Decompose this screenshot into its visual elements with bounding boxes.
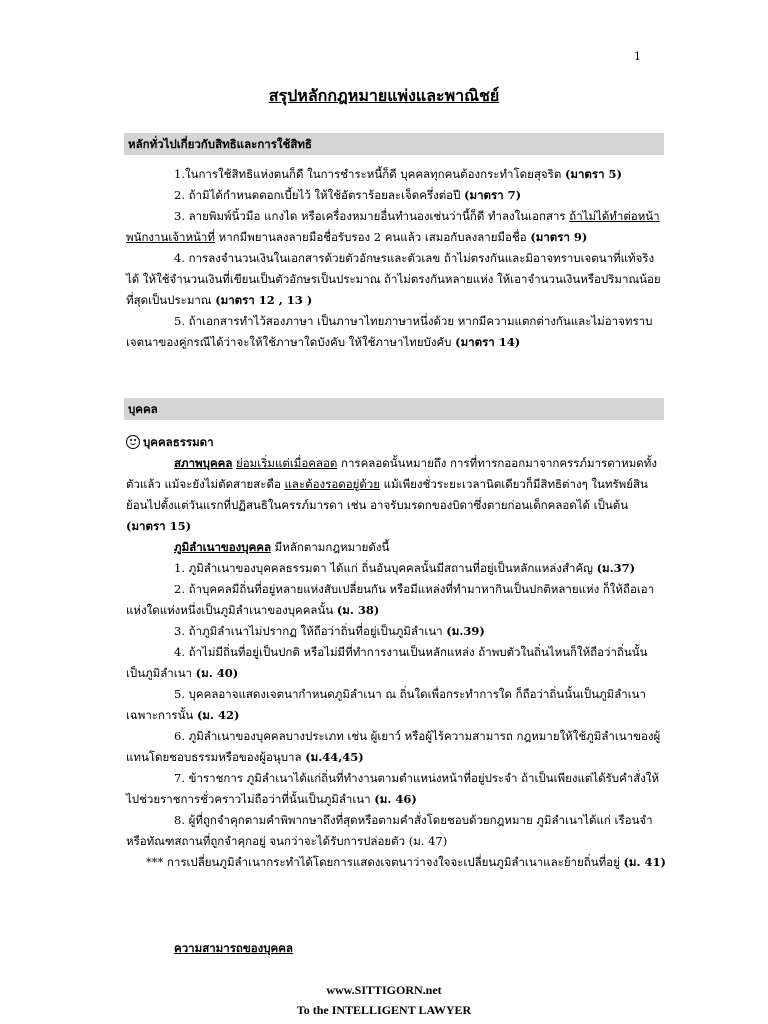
footer-website: www.SITTIGORN.net [326,983,442,997]
domicile-note: *** การเปลี่ยนภูมิลำเนากระทำได้โดยการแสดงเจตนาว่าจงใจจะเปลี่ยนภูมิลำเนาและย้ายถิ่นที่อยู่ (ม. 41) [146,855,666,869]
rights-item-4: 4. การลงจำนวนเงินในเอกสารด้วยตัวอักษรและตัวเลข ถ้าไม่ตรงกันและมิอาจทราบเจตนาที่แท้จริงได้ ให้ใช้จำนวนเงินที่เขียนเป็นตัวอักษรเป็นประมาณ ถ้าไม่ตรงกันหลายแห่ง ให้เอาจำนวนเงินหรือปริมาณน้อยที่สุดเป็นประมาณ (มาตรา 12 , 13 ) [126,251,661,307]
domicile-item-6: 6. ภูมิลำเนาของบุคคลบางประเภท เช่น ผู้เยาว์ หรือผู้ไร้ความสามารถ กฎหมายให้ใช้ภูมิลำเนาของผู้แทนโดยชอบธรรมหรือของผู้อนุบาล (ม.44,45) [126,729,661,764]
rights-section-body [126,164,666,353]
page-number: 1 [634,50,641,63]
capacity-heading: ความสามารถของบุคคล [174,941,293,955]
domicile-heading: ภูมิลำเนาของบุคคล มีหลักตามกฎหมายดังนี้ [174,540,390,554]
domicile-item-2: 2. ถ้าบุคคลมีถิ่นที่อยู่หลายแห่งสับเปลี่ยนกัน หรือมีแหล่งที่ทำมาหากินเป็นปกติหลายแห่ง ก็ให้ถือเอาแห่งใดแห่งหนึ่งเป็นภูมิลำเนาของบุคคลนั้น (ม. 38) [126,582,655,617]
capacity-heading-wrap [126,938,666,959]
smiley-icon [126,435,140,449]
domicile-item-3: 3. ถ้าภูมิลำเนาไม่ปรากฏ ให้ถือว่าถิ่นที่อยู่เป็นภูมิลำเนา (ม.39) [174,624,485,638]
domicile-item-4: 4. ถ้าไม่มีถิ่นที่อยู่เป็นปกติ หรือไม่มีที่ทำการงานเป็นหลักแหล่ง ถ้าพบตัวในถิ่นไหนก็ให้ถือว่าถิ่นนั้นเป็นภูมิลำเนา (ม. 40) [126,645,648,680]
person-section-body [126,432,666,873]
domicile-item-1: 1. ภูมิลำเนาของบุคคลธรรมดา ได้แก่ ถิ่นอันบุคคลนั้นมีสถานที่อยู่เป็นหลักแหล่งสำคัญ (ม.37) [174,561,636,575]
legal-status-paragraph: สภาพบุคคล ย่อมเริ่มแต่เมื่อคลอด การคลอดนั้นหมายถึง การที่ทารกออกมาจากครรภ์มารดาหมดทั้งตัวแล้ว แม้จะยังไม่ตัดสายสะดือ และต้องรอดอยู่ด้วย แม้เพียงชั่วระยะเวลานิดเดียวก็มีสิทธิต่างๆ ในทรัพย์สินย้อนไปตั้งแต่วันแรกที่ปฏิสนธิในครรภ์มารดา เช่น อาจรับมรดกของบิดาซึ่งตายก่อนเด็กคลอดได้ เป็นต้น (มาตรา 15) [126,456,657,533]
footer-tagline: To the INTELLIGENT LAWYER [296,1003,472,1017]
page-title: สรุปหลักกฎหมายแพ่งและพาณิชย์ [268,86,500,105]
rights-item-5: 5. ถ้าเอกสารทำไว้สองภาษา เป็นภาษาไทยภาษาหนึ่งด้วย หากมีความแตกต่างกันและไม่อาจทราบเจตนาของคู่กรณีได้ว่าจะให้ใช้ภาษาใดบังคับ ให้ใช้ภาษาไทยบังคับ (มาตรา 14) [126,314,653,349]
rights-item-2: 2. ถ้ามิได้กำหนดดอกเบี้ยไว้ ให้ใช้อัตราร้อยละเจ็ดครึ่งต่อปี (มาตรา 7) [174,188,522,202]
domicile-item-5: 5. บุคคลอาจแสดงเจตนากำหนดภูมิลำเนา ณ ถิ่นใดเพื่อกระทำการใด ก็ถือว่าถิ่นนั้นเป็นภูมิลำเนาเฉพาะการนั้น (ม. 42) [126,687,646,722]
rights-item-1: 1.ในการใช้สิทธิแห่งตนก็ดี ในการชำระหนี้ก็ดี บุคคลทุกคนต้องกระทำโดยสุจริต (มาตรา 5) [174,167,622,181]
domicile-item-7: 7. ข้าราชการ ภูมิลำเนาได้แก่ถิ่นที่ทำงานตามตำแหน่งหน้าที่อยู่ประจำ ถ้าเป็นเพียงแต่ได้รับคำสั่งให้ไปช่วยราชการชั่วคราวไม่ถือว่าที่นั้นเป็นภูมิลำเนา (ม. 46) [126,771,660,806]
section-heading-person: บุคคล [124,398,664,420]
rights-item-3: 3. ลายพิมพ์นิ้วมือ แกงได หรือเครื่องหมายอื่นทำนองเช่นว่านี้ก็ดี ทำลงในเอกสาร ถ้าไม่ได้ทำต่อหน้าพนักงานเจ้าหน้าที่ หากมีพยานลงลายมือชื่อรับรอง 2 คนแล้ว เสมอกับลงลายมือชื่อ (มาตรา 9) [126,209,660,244]
section-heading-rights: หลักทั่วไปเกี่ยวกับสิทธิและการใช้สิทธิ [124,133,664,155]
natural-person-heading: บุคคลธรรมดา [126,432,666,453]
domicile-item-8: 8. ผู้ที่ถูกจำคุกตามคำพิพากษาถึงที่สุดหรือตามคำสั่งโดยชอบด้วยกฎหมาย ภูมิลำเนาได้แก่ เรือนจำหรือทัณฑสถานที่ถูกจำคุกอยู่ จนกว่าจะได้รับการปล่อยตัว (ม. 47) [126,813,653,848]
